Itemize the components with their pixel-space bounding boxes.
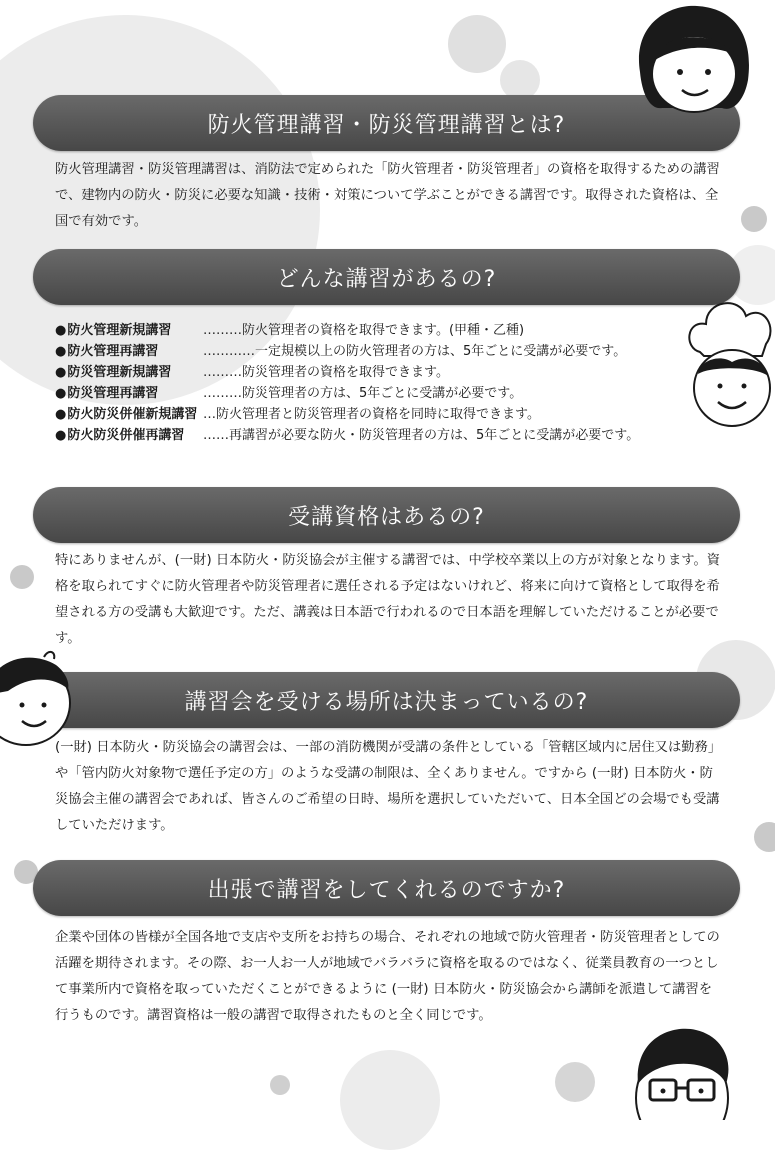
section-banner-courses: どんな講習があるの? [33,249,740,305]
course-desc: 防火管理者の資格を取得できます。(甲種・乙種) [242,323,525,338]
decor-circle [448,15,506,73]
section-text-eligibility: 特にありませんが、(一財) 日本防火・防災協会が主催する講習では、中学校卒業以上の方が対象となります。資格を取られてすぐに防火管理者や防災管理者に選任される予定はないけれど、将来に向けて資格として取得を希望される方の受講も大歓迎です。ただ、講義は日本語で行われるので日本語を理解していただけることが必要です。 [55,553,721,646]
list-item [55,404,695,425]
leader-dots: … [203,407,216,422]
section-text-about: 防火管理講習・防災管理講習は、消防法で定められた「防火管理者・防災管理者」の資格を取得するための講習で、建物内の防火・防災に必要な知識・技術・対策について学ぶことができる講習です。取得された資格は、全国で有効です。 [55,162,720,229]
course-name: ● 防火管理再講習 [55,341,203,362]
list-item [55,383,695,404]
course-name: ● 防火管理新規講習 [55,320,203,341]
man-glasses-face-icon [620,1020,740,1120]
decor-circle [500,60,540,100]
course-desc: 防災管理者の方は、5年ごとに受講が必要です。 [242,386,523,401]
section-banner-eligibility: 受講資格はあるの? [33,487,740,543]
decor-circle [340,1050,440,1150]
course-list [55,320,695,446]
course-desc: 防災管理者の資格を取得できます。 [242,365,449,380]
leader-dots: ………… [203,344,255,359]
decor-dot [754,822,775,852]
course-name: ● 防火防災併催再講習 [55,425,203,446]
leader-dots: ……… [203,386,242,401]
chef-face-icon [680,290,775,435]
section-banner-venue: 講習会を受ける場所は決まっているの? [33,672,740,728]
list-item [55,341,695,362]
course-desc: 一定規模以上の防火管理者の方は、5年ごとに受講が必要です。 [255,344,627,359]
list-item [55,320,695,341]
course-name: ● 防災管理再講習 [55,383,203,404]
section-text-onsite: 企業や団体の皆様が全国各地で支店や支所をお持ちの場合、それぞれの地域で防火管理者・防災管理者としての活躍を期待されます。その際、お一人お一人が地域でバラバラに資格を取るのではなく、従業員教育の一つとして事業所内で資格を取っていただくことができるように (一財) 日本防火・防災協会から講師を派遣して講習を行うものです。講習資格は一般の講習で取得されたものと全く同じです。 [55,930,720,1023]
leader-dots: ……… [203,323,242,338]
leader-dots: …… [203,428,229,443]
leader-dots: ……… [203,365,242,380]
woman-face-icon [622,2,760,120]
list-item [55,362,695,383]
decor-dot [270,1075,290,1095]
section-banner-onsite: 出張で講習をしてくれるのですか? [33,860,740,916]
course-desc: 防火管理者と防災管理者の資格を同時に取得できます。 [216,407,540,422]
decor-dot [741,206,767,232]
section-text-venue: (一財) 日本防火・防災協会の講習会は、一部の消防機関が受講の条件としている「管轄区域内に居住又は勤務」や「管内防火対象物で選任予定の方」のような受講の制限は、全くありません。ですから (一財) 日本防火・防災協会主催の講習会であれば、皆さんのご希望の日時、場所を選択していただいて、日本全国どの会場でも受講していただけます。 [55,740,722,833]
decor-dot [555,1062,595,1102]
course-desc: 再講習が必要な防火・防災管理者の方は、5年ごとに受講が必要です。 [229,428,640,443]
course-name: ● 防災管理新規講習 [55,362,203,383]
course-name: ● 防火防災併催新規講習 [55,404,203,425]
section-banner-about: 防火管理講習・防災管理講習とは? [33,95,740,151]
decor-dot [10,565,34,589]
list-item [55,425,695,446]
boy-face-icon [0,645,75,750]
